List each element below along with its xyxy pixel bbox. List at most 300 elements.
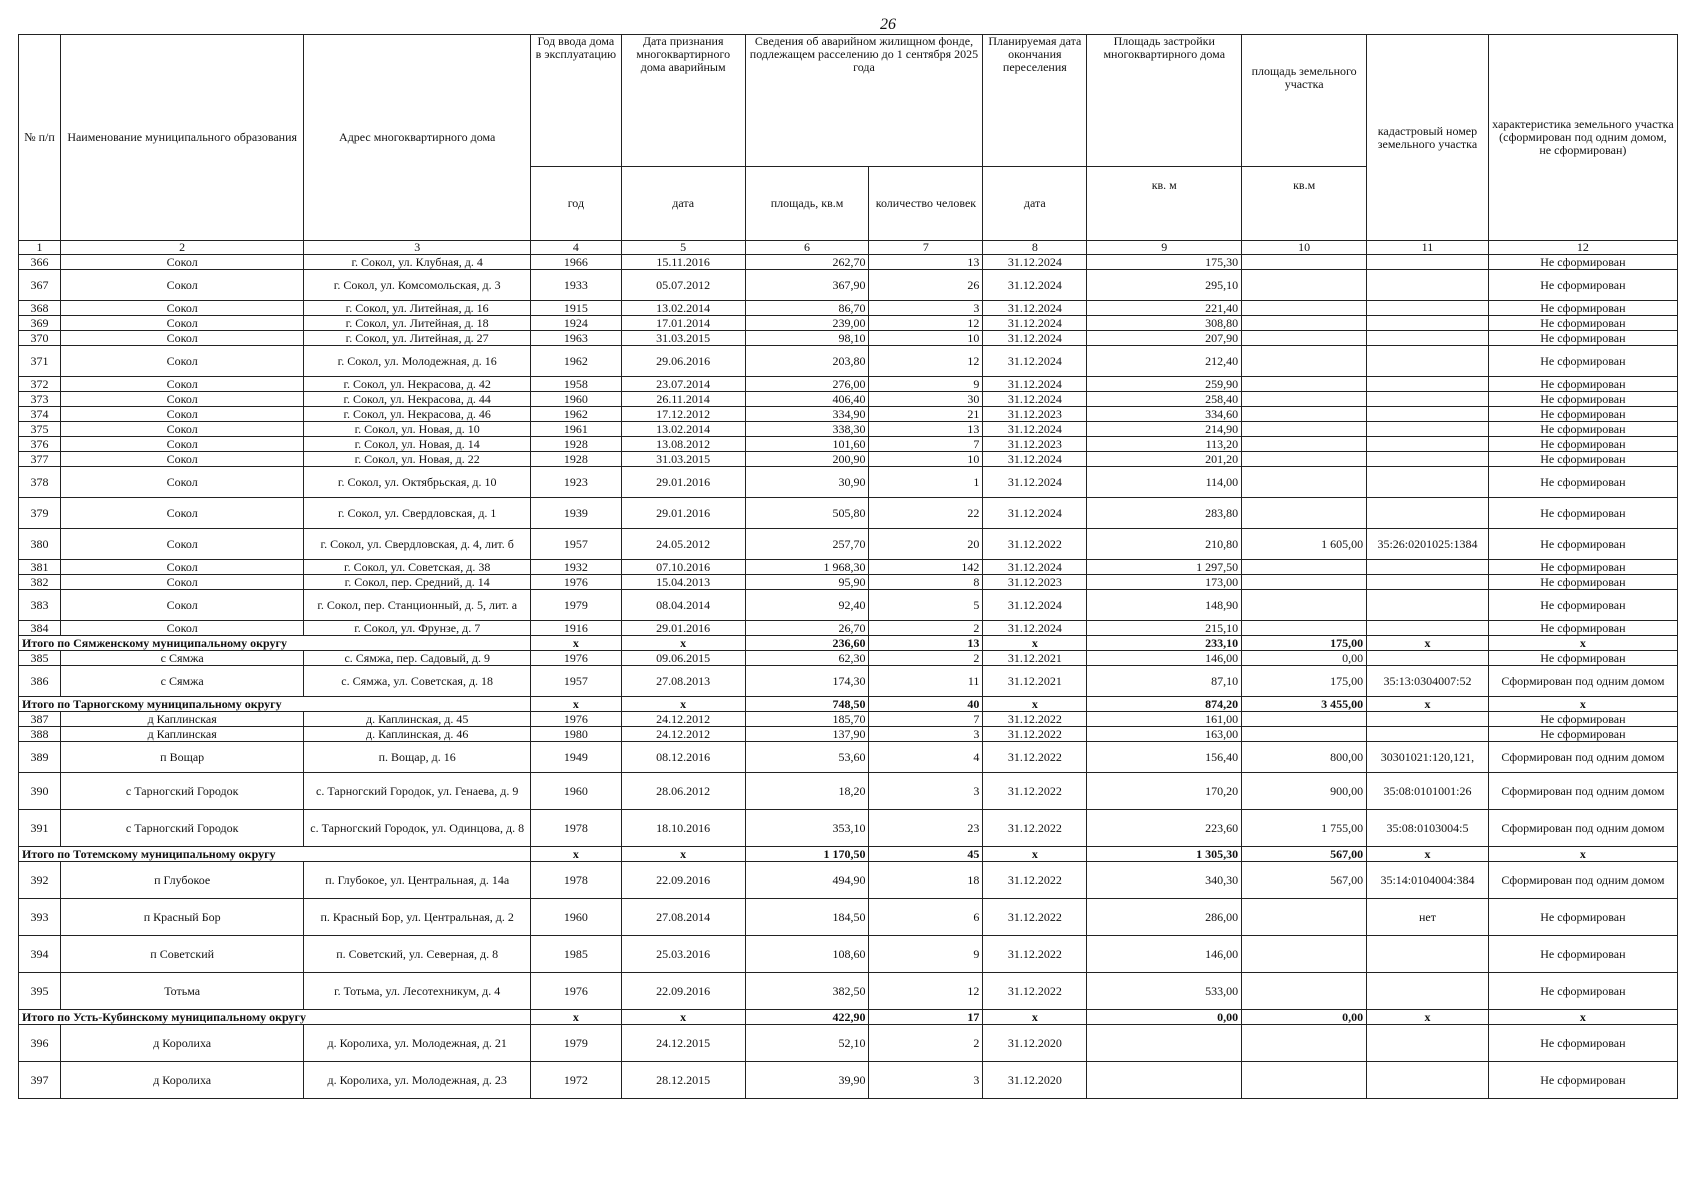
cell-year: 1985 (531, 936, 622, 973)
cell-building-area: 210,80 (1087, 529, 1242, 560)
table-row (19, 316, 1678, 331)
table-row (19, 392, 1678, 407)
cell-num: 372 (19, 377, 61, 392)
cell-cadastral: 35:13:0304007:52 (1367, 666, 1489, 697)
cell-municipality: д Королиха (61, 1025, 304, 1062)
cell-date: x (621, 847, 745, 862)
cell-planned-date: 31.12.2022 (983, 973, 1087, 1010)
table-row (19, 331, 1678, 346)
cell-building-area (1087, 1025, 1242, 1062)
cell-land-characteristic: Не сформирован (1488, 712, 1677, 727)
cell-cadastral (1367, 422, 1489, 437)
cell-address: г. Сокол, ул. Молодежная, д. 16 (304, 346, 531, 377)
cell-address: с. Сямжа, ул. Советская, д. 18 (304, 666, 531, 697)
cell-year: x (531, 636, 622, 651)
cell-date: 23.07.2014 (621, 377, 745, 392)
cell-date: 24.12.2015 (621, 1025, 745, 1062)
cell-date: 22.09.2016 (621, 862, 745, 899)
cell-num: 368 (19, 301, 61, 316)
cell-people: 5 (869, 590, 983, 621)
cell-num: 379 (19, 498, 61, 529)
cell-planned-date: 31.12.2024 (983, 452, 1087, 467)
cell-cadastral (1367, 560, 1489, 575)
cell-area: 262,70 (745, 255, 869, 270)
cell-area: 30,90 (745, 467, 869, 498)
cell-cadastral: 35:14:0104004:384 (1367, 862, 1489, 899)
cell-year: 1960 (531, 773, 622, 810)
cell-land-characteristic: Не сформирован (1488, 727, 1677, 742)
cell-area: 52,10 (745, 1025, 869, 1062)
cell-planned-date: 31.12.2024 (983, 498, 1087, 529)
cell-num: 376 (19, 437, 61, 452)
cell-area: 92,40 (745, 590, 869, 621)
cell-land-area (1242, 560, 1367, 575)
cell-planned-date: 31.12.2022 (983, 529, 1087, 560)
table-row (19, 270, 1678, 301)
cell-people: 13 (869, 255, 983, 270)
cell-num: 386 (19, 666, 61, 697)
cell-area: 86,70 (745, 301, 869, 316)
cell-date: 22.09.2016 (621, 973, 745, 1010)
cell-people: 10 (869, 452, 983, 467)
cell-people: 30 (869, 392, 983, 407)
cell-people: 22 (869, 498, 983, 529)
cell-people: 3 (869, 773, 983, 810)
cell-building-area: 286,00 (1087, 899, 1242, 936)
cell-area: 382,50 (745, 973, 869, 1010)
cell-cadastral (1367, 621, 1489, 636)
cell-municipality: Сокол (61, 422, 304, 437)
cell-planned-date: 31.12.2024 (983, 377, 1087, 392)
cell-area: 1 170,50 (745, 847, 869, 862)
cell-land-characteristic: Не сформирован (1488, 422, 1677, 437)
cell-cadastral (1367, 255, 1489, 270)
cell-municipality: Сокол (61, 255, 304, 270)
cell-land-characteristic: Не сформирован (1488, 529, 1677, 560)
column-number: 10 (1242, 241, 1367, 255)
cell-municipality: д Каплинская (61, 712, 304, 727)
cell-area: 334,90 (745, 407, 869, 422)
cell-municipality: Сокол (61, 377, 304, 392)
cell-planned-date: 31.12.2024 (983, 346, 1087, 377)
cell-year: 1960 (531, 899, 622, 936)
cell-year: 1976 (531, 712, 622, 727)
column-number: 3 (304, 241, 531, 255)
cell-address: с. Тарногский Городок, ул. Генаева, д. 9 (304, 773, 531, 810)
cell-address: г. Сокол, ул. Советская, д. 38 (304, 560, 531, 575)
cell-cadastral: 35:08:0103004:5 (1367, 810, 1489, 847)
cell-date: 29.06.2016 (621, 346, 745, 377)
cell-num: 367 (19, 270, 61, 301)
cell-cadastral (1367, 727, 1489, 742)
cell-building-area: 295,10 (1087, 270, 1242, 301)
subheader-land-area: кв.м (1242, 167, 1367, 241)
table-row (19, 377, 1678, 392)
cell-cadastral (1367, 712, 1489, 727)
cell-planned-date: x (983, 697, 1087, 712)
cell-year: 1979 (531, 590, 622, 621)
table-row (19, 590, 1678, 621)
cell-address: г. Сокол, пер. Станционный, д. 5, лит. а (304, 590, 531, 621)
cell-num: 369 (19, 316, 61, 331)
cell-planned-date: 31.12.2024 (983, 270, 1087, 301)
cell-date: 13.02.2014 (621, 422, 745, 437)
header-municipality: Наименование муниципального образования (61, 35, 304, 241)
cell-people: 8 (869, 575, 983, 590)
cell-area: 108,60 (745, 936, 869, 973)
cell-land-characteristic: x (1488, 697, 1677, 712)
cell-planned-date: 31.12.2023 (983, 407, 1087, 422)
subtotal-row (19, 847, 1678, 862)
cell-num: 392 (19, 862, 61, 899)
cell-year: 1972 (531, 1062, 622, 1099)
cell-land-characteristic: Не сформирован (1488, 590, 1677, 621)
cell-cadastral: x (1367, 636, 1489, 651)
cell-area: 422,90 (745, 1010, 869, 1025)
cell-address: г. Сокол, ул. Комсомольская, д. 3 (304, 270, 531, 301)
cell-building-area: 146,00 (1087, 651, 1242, 666)
cell-address: г. Сокол, ул. Клубная, д. 4 (304, 255, 531, 270)
cell-date: 05.07.2012 (621, 270, 745, 301)
subheader-year: год (531, 167, 622, 241)
cell-area: 257,70 (745, 529, 869, 560)
cell-num: 394 (19, 936, 61, 973)
cell-land-characteristic: Сформирован под одним домом (1488, 810, 1677, 847)
cell-land-area: 0,00 (1242, 651, 1367, 666)
cell-land-characteristic: Сформирован под одним домом (1488, 742, 1677, 773)
cell-building-area (1087, 1062, 1242, 1099)
table-row (19, 899, 1678, 936)
cell-cadastral: x (1367, 1010, 1489, 1025)
cell-people: 6 (869, 899, 983, 936)
table-header (19, 35, 1678, 255)
cell-year: 1976 (531, 973, 622, 1010)
cell-land-area: 175,00 (1242, 636, 1367, 651)
cell-people: 18 (869, 862, 983, 899)
header-num: № п/п (19, 35, 61, 241)
cell-area: 239,00 (745, 316, 869, 331)
cell-building-area: 215,10 (1087, 621, 1242, 636)
cell-num: 383 (19, 590, 61, 621)
table-row (19, 651, 1678, 666)
cell-year: x (531, 1010, 622, 1025)
cell-num: 382 (19, 575, 61, 590)
table-row (19, 560, 1678, 575)
cell-land-area (1242, 377, 1367, 392)
cell-address: д. Каплинская, д. 46 (304, 727, 531, 742)
cell-year: 1958 (531, 377, 622, 392)
header-land-characteristic: характеристика земельного участка (сформирован под одним домом, не сформирован) (1488, 35, 1677, 241)
table-row (19, 452, 1678, 467)
header-land-area: площадь земельного участка (1242, 35, 1367, 167)
cell-planned-date: 31.12.2024 (983, 301, 1087, 316)
cell-year: 1979 (531, 1025, 622, 1062)
cell-municipality: Сокол (61, 590, 304, 621)
cell-land-area (1242, 899, 1367, 936)
cell-planned-date: 31.12.2022 (983, 773, 1087, 810)
cell-num: 387 (19, 712, 61, 727)
cell-people: 13 (869, 636, 983, 651)
cell-date: 18.10.2016 (621, 810, 745, 847)
cell-land-characteristic: Не сформирован (1488, 936, 1677, 973)
subheader-planned-date: дата (983, 167, 1087, 241)
cell-date: 28.06.2012 (621, 773, 745, 810)
cell-planned-date: 31.12.2024 (983, 560, 1087, 575)
cell-building-area: 170,20 (1087, 773, 1242, 810)
cell-land-area (1242, 621, 1367, 636)
cell-cadastral (1367, 407, 1489, 422)
table-row (19, 742, 1678, 773)
cell-municipality: с Тарногский Городок (61, 810, 304, 847)
cell-land-area (1242, 467, 1367, 498)
header-cadastral: кадастровый номер земельного участка (1367, 35, 1489, 241)
subtotal-row (19, 636, 1678, 651)
cell-planned-date: x (983, 847, 1087, 862)
cell-building-area: 0,00 (1087, 1010, 1242, 1025)
cell-municipality: Сокол (61, 392, 304, 407)
table-row (19, 407, 1678, 422)
cell-people: 7 (869, 437, 983, 452)
cell-people: 3 (869, 727, 983, 742)
cell-year: 1915 (531, 301, 622, 316)
column-number: 7 (869, 241, 983, 255)
cell-planned-date: 31.12.2024 (983, 467, 1087, 498)
cell-cadastral (1367, 346, 1489, 377)
cell-building-area: 212,40 (1087, 346, 1242, 377)
table-row (19, 529, 1678, 560)
cell-municipality: Сокол (61, 437, 304, 452)
cell-land-area: 800,00 (1242, 742, 1367, 773)
cell-planned-date: 31.12.2020 (983, 1025, 1087, 1062)
cell-num: 381 (19, 560, 61, 575)
cell-area: 53,60 (745, 742, 869, 773)
cell-area: 1 968,30 (745, 560, 869, 575)
cell-cadastral: нет (1367, 899, 1489, 936)
cell-planned-date: 31.12.2023 (983, 437, 1087, 452)
cell-building-area: 874,20 (1087, 697, 1242, 712)
cell-planned-date: 31.12.2024 (983, 621, 1087, 636)
cell-year: 1924 (531, 316, 622, 331)
cell-area: 505,80 (745, 498, 869, 529)
cell-building-area: 173,00 (1087, 575, 1242, 590)
cell-date: 24.12.2012 (621, 727, 745, 742)
cell-num: 375 (19, 422, 61, 437)
cell-building-area: 163,00 (1087, 727, 1242, 742)
cell-address: г. Сокол, ул. Новая, д. 22 (304, 452, 531, 467)
subheader-area: площадь, кв.м (745, 167, 869, 241)
cell-num: 395 (19, 973, 61, 1010)
cell-planned-date: 31.12.2024 (983, 331, 1087, 346)
table-row (19, 467, 1678, 498)
cell-cadastral: 35:08:0101001:26 (1367, 773, 1489, 810)
cell-date: 26.11.2014 (621, 392, 745, 407)
cell-municipality: Сокол (61, 407, 304, 422)
cell-land-characteristic: Не сформирован (1488, 1025, 1677, 1062)
cell-year: 1976 (531, 651, 622, 666)
cell-date: 31.03.2015 (621, 452, 745, 467)
cell-people: 9 (869, 936, 983, 973)
column-numbers-row (19, 241, 1678, 255)
cell-date: 13.02.2014 (621, 301, 745, 316)
cell-building-area: 221,40 (1087, 301, 1242, 316)
cell-planned-date: 31.12.2021 (983, 666, 1087, 697)
cell-municipality: Сокол (61, 529, 304, 560)
cell-municipality: п Красный Бор (61, 899, 304, 936)
cell-date: 17.01.2014 (621, 316, 745, 331)
cell-land-characteristic: x (1488, 847, 1677, 862)
table-row (19, 1025, 1678, 1062)
table-row (19, 422, 1678, 437)
cell-land-area (1242, 498, 1367, 529)
cell-municipality: Сокол (61, 346, 304, 377)
cell-date: 24.12.2012 (621, 712, 745, 727)
cell-building-area: 233,10 (1087, 636, 1242, 651)
cell-year: 1980 (531, 727, 622, 742)
column-number: 2 (61, 241, 304, 255)
cell-land-area (1242, 437, 1367, 452)
cell-area: 98,10 (745, 331, 869, 346)
table-row (19, 862, 1678, 899)
table-row (19, 437, 1678, 452)
cell-area: 174,30 (745, 666, 869, 697)
cell-year: 1963 (531, 331, 622, 346)
cell-municipality: Сокол (61, 316, 304, 331)
cell-num: 378 (19, 467, 61, 498)
cell-num: 390 (19, 773, 61, 810)
cell-municipality: Сокол (61, 270, 304, 301)
cell-cadastral: 30301021:120,121, (1367, 742, 1489, 773)
cell-municipality: Сокол (61, 621, 304, 636)
cell-num: 374 (19, 407, 61, 422)
cell-year: 1957 (531, 529, 622, 560)
cell-land-characteristic: Не сформирован (1488, 301, 1677, 316)
cell-planned-date: 31.12.2024 (983, 392, 1087, 407)
cell-cadastral (1367, 936, 1489, 973)
cell-date: 08.04.2014 (621, 590, 745, 621)
cell-building-area: 283,80 (1087, 498, 1242, 529)
cell-year: 1978 (531, 862, 622, 899)
cell-land-area: 1 605,00 (1242, 529, 1367, 560)
subtotal-label: Итого по Тарногскому муниципальному округу (19, 697, 531, 712)
cell-people: 12 (869, 346, 983, 377)
cell-cadastral (1367, 651, 1489, 666)
subheader-building-area: кв. м (1087, 167, 1242, 241)
cell-date: 31.03.2015 (621, 331, 745, 346)
cell-building-area: 87,10 (1087, 666, 1242, 697)
cell-land-area (1242, 316, 1367, 331)
cell-building-area: 161,00 (1087, 712, 1242, 727)
emergency-housing-table (18, 34, 1678, 1099)
cell-municipality: п Вощар (61, 742, 304, 773)
cell-date: x (621, 1010, 745, 1025)
cell-year: 1957 (531, 666, 622, 697)
cell-people: 3 (869, 1062, 983, 1099)
cell-area: 137,90 (745, 727, 869, 742)
cell-num: 371 (19, 346, 61, 377)
cell-land-area (1242, 1062, 1367, 1099)
cell-address: г. Сокол, ул. Свердловская, д. 4, лит. б (304, 529, 531, 560)
subtotal-label: Итого по Усть-Кубинскому муниципальному округу (19, 1010, 531, 1025)
cell-num: 388 (19, 727, 61, 742)
cell-land-characteristic: x (1488, 1010, 1677, 1025)
cell-municipality: Сокол (61, 560, 304, 575)
subtotal-label: Итого по Тотемскому муниципальному округу (19, 847, 531, 862)
cell-address: г. Сокол, ул. Свердловская, д. 1 (304, 498, 531, 529)
cell-people: 2 (869, 621, 983, 636)
cell-area: 353,10 (745, 810, 869, 847)
cell-municipality: п Советский (61, 936, 304, 973)
cell-land-characteristic: Сформирован под одним домом (1488, 862, 1677, 899)
cell-people: 45 (869, 847, 983, 862)
column-number: 5 (621, 241, 745, 255)
cell-land-characteristic: Не сформирован (1488, 331, 1677, 346)
header-address: Адрес многоквартирного дома (304, 35, 531, 241)
cell-address: с. Тарногский Городок, ул. Одинцова, д. 8 (304, 810, 531, 847)
table-row (19, 712, 1678, 727)
cell-land-area (1242, 270, 1367, 301)
cell-land-characteristic: Не сформирован (1488, 346, 1677, 377)
cell-year: 1960 (531, 392, 622, 407)
cell-planned-date: 31.12.2024 (983, 255, 1087, 270)
cell-people: 21 (869, 407, 983, 422)
table-row (19, 773, 1678, 810)
cell-cadastral (1367, 1062, 1489, 1099)
header-date-recognition: Дата признания многоквартирного дома аварийным (621, 35, 745, 167)
cell-address: г. Сокол, ул. Фрунзе, д. 7 (304, 621, 531, 636)
cell-land-area (1242, 407, 1367, 422)
cell-planned-date: 31.12.2023 (983, 575, 1087, 590)
cell-municipality: Сокол (61, 452, 304, 467)
column-number: 1 (19, 241, 61, 255)
cell-area: 236,60 (745, 636, 869, 651)
table-row (19, 575, 1678, 590)
table-row (19, 301, 1678, 316)
header-year-commission: Год ввода дома в эксплуатацию (531, 35, 622, 167)
cell-cadastral (1367, 437, 1489, 452)
cell-land-area (1242, 973, 1367, 1010)
cell-building-area: 201,20 (1087, 452, 1242, 467)
cell-municipality: Сокол (61, 498, 304, 529)
cell-land-area (1242, 301, 1367, 316)
cell-people: 9 (869, 377, 983, 392)
cell-municipality: д Королиха (61, 1062, 304, 1099)
cell-address: г. Сокол, ул. Литейная, д. 27 (304, 331, 531, 346)
cell-date: 28.12.2015 (621, 1062, 745, 1099)
cell-cadastral (1367, 467, 1489, 498)
cell-year: 1933 (531, 270, 622, 301)
cell-planned-date: 31.12.2022 (983, 727, 1087, 742)
cell-address: г. Сокол, ул. Некрасова, д. 44 (304, 392, 531, 407)
cell-building-area: 533,00 (1087, 973, 1242, 1010)
subheader-people: количество человек (869, 167, 983, 241)
cell-date: 29.01.2016 (621, 621, 745, 636)
cell-building-area: 340,30 (1087, 862, 1242, 899)
cell-people: 40 (869, 697, 983, 712)
cell-address: г. Сокол, ул. Новая, д. 14 (304, 437, 531, 452)
cell-num: 391 (19, 810, 61, 847)
table-row (19, 666, 1678, 697)
cell-year: 1939 (531, 498, 622, 529)
table-row (19, 810, 1678, 847)
cell-planned-date: 31.12.2022 (983, 936, 1087, 973)
cell-cadastral: 35:26:0201025:1384 (1367, 529, 1489, 560)
cell-num: 385 (19, 651, 61, 666)
cell-cadastral (1367, 973, 1489, 1010)
cell-land-characteristic: Не сформирован (1488, 437, 1677, 452)
cell-date: 24.05.2012 (621, 529, 745, 560)
cell-year: 1978 (531, 810, 622, 847)
cell-address: с. Сямжа, пер. Садовый, д. 9 (304, 651, 531, 666)
